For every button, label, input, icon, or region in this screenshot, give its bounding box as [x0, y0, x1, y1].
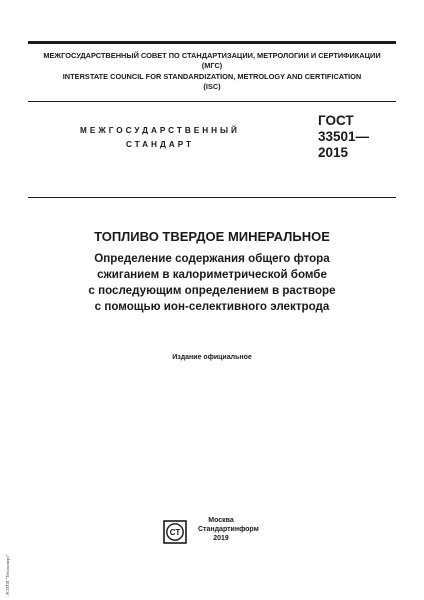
title-top-rule: [28, 197, 396, 198]
standard-kind-line1: МЕЖГОСУДАРСТВЕННЫЙ: [80, 126, 240, 135]
standartinform-logo-icon: [163, 520, 187, 544]
document-title: ТОПЛИВО ТВЕРДОЕ МИНЕРАЛЬНОЕ: [94, 229, 330, 244]
subtitle-line: Определение содержания общего фтора: [94, 252, 330, 265]
council-abbr-ru: (МГС): [201, 61, 223, 70]
gost-year: 2015: [318, 145, 349, 160]
council-name-ru: [28, 51, 396, 71]
header-top-rule: [28, 41, 396, 44]
logo-text: СТ: [169, 528, 181, 537]
council-name-en-line: INTERSTATE COUNCIL FOR STANDARDIZATION, METROLOGY AND CERTIFICATION: [62, 72, 362, 81]
council-name-ru-line: МЕЖГОСУДАРСТВЕННЫЙ СОВЕТ ПО СТАНДАРТИЗАЦИИ, МЕТРОЛОГИИ И СЕРТИФИКАЦИИ: [43, 51, 381, 60]
subtitle-line: сжиганием в калориметрической бомбе: [97, 268, 327, 281]
standard-kind: [60, 124, 260, 152]
publisher-city: Москва: [208, 517, 234, 524]
standard-kind-line2: СТАНДАРТ: [125, 140, 195, 149]
gost-number: 33501—: [318, 129, 370, 144]
margin-watermark: [3, 520, 11, 596]
standard-designation: [318, 113, 369, 161]
council-abbr-en: (ISC): [203, 82, 221, 91]
edition-label: Издание официальное: [172, 354, 252, 361]
margin-note-text: ЭСПТП "Техэксперт": [5, 553, 10, 596]
subtitle-line: с последующим определением в растворе: [88, 284, 336, 297]
publisher-name: Стандартинформ: [198, 526, 259, 533]
publisher-year: 2019: [213, 535, 229, 542]
document-subtitle: [28, 251, 396, 315]
header-divider-rule: [28, 101, 396, 102]
council-name-en: [28, 72, 396, 92]
subtitle-line: с помощью ион-селективного электрода: [94, 300, 330, 313]
gost-prefix: ГОСТ: [318, 113, 354, 128]
publisher-block: [198, 516, 259, 543]
